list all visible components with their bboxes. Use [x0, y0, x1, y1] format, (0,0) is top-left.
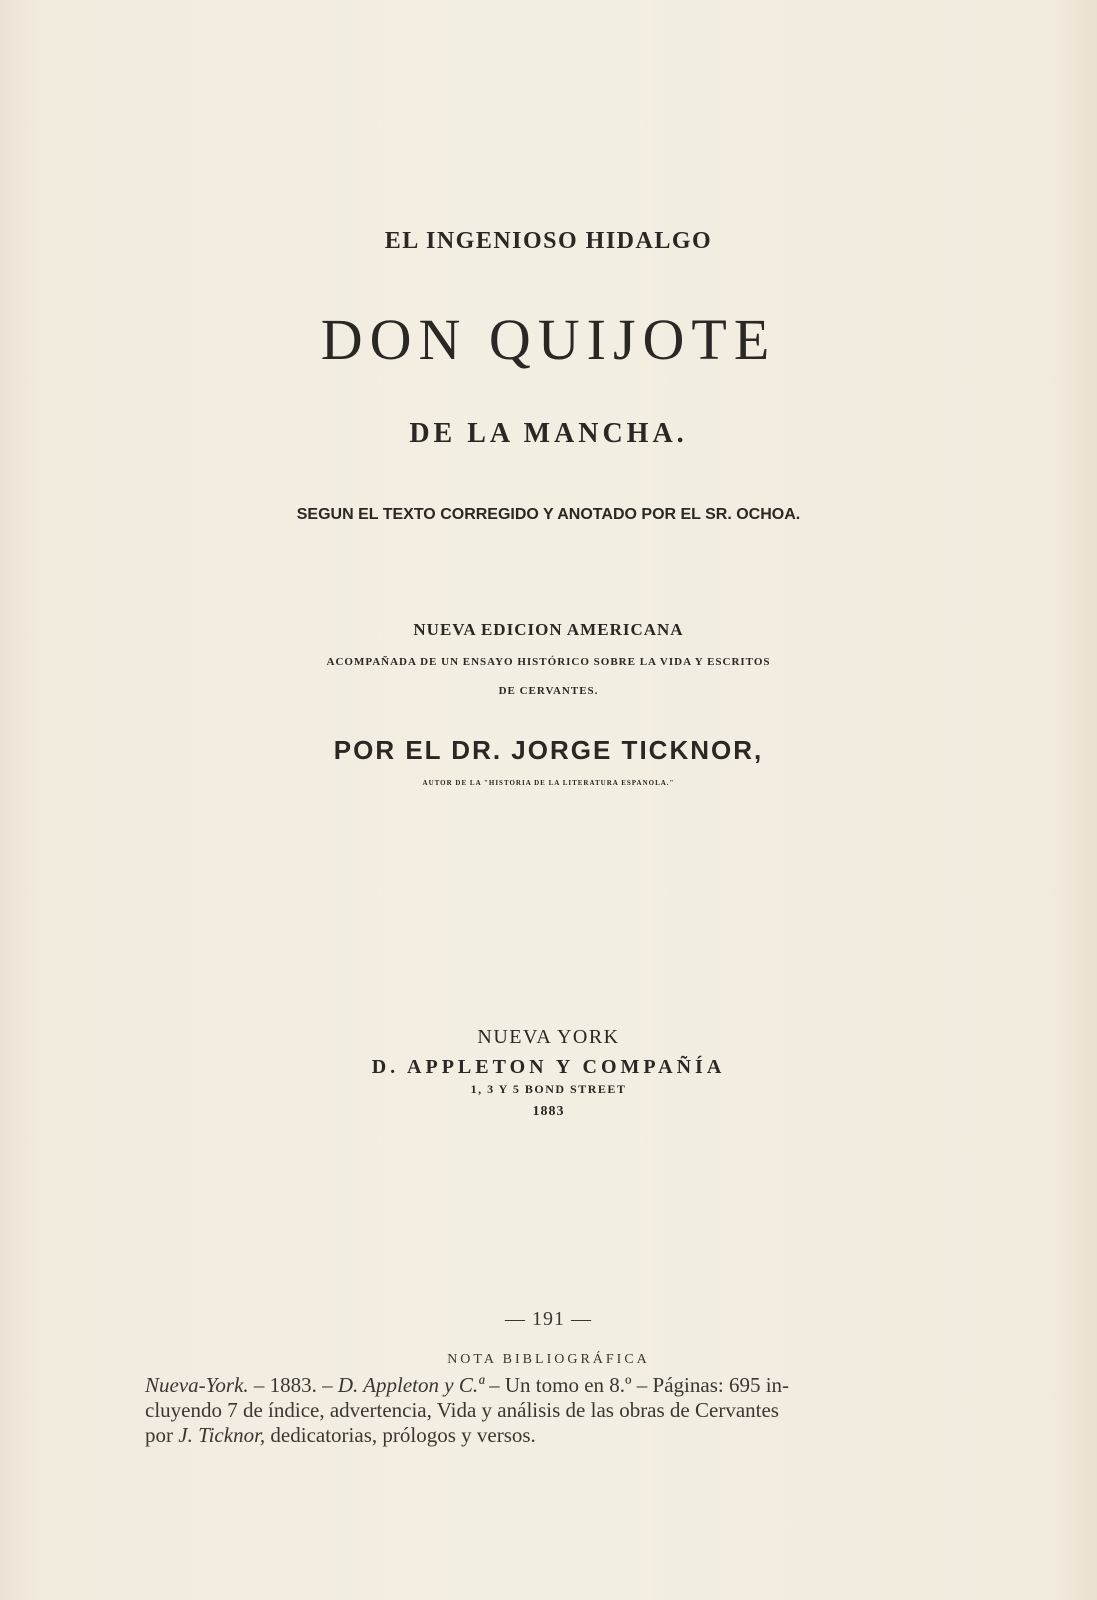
note-description: – Un tomo en 8.º – Páginas: 695 in-: [483, 1373, 790, 1397]
essay-line-2: DE CERVANTES.: [498, 685, 599, 697]
note-line-2: cluyendo 7 de índice, advertencia, Vida y análisis de las obras de Cervantes: [145, 1398, 779, 1422]
author-credential: AUTOR DE LA "HISTORIA DE LA LITERATURA ESPANOLA.": [422, 779, 675, 787]
note-author: J. Ticknor,: [178, 1423, 266, 1447]
book-title: DON QUIJOTE: [320, 307, 777, 372]
edition-label: NUEVA EDICION AMERICANA: [413, 620, 684, 639]
text-edition-note: SEGUN EL TEXTO CORREGIDO Y ANOTADO POR EL SR. OCHOA.: [296, 506, 801, 523]
bibliographic-note: [145, 1373, 893, 1448]
imprint-address: 1, 3 Y 5 BOND STREET: [470, 1082, 627, 1096]
note-por: por: [145, 1423, 179, 1447]
note-line-3: [145, 1423, 893, 1448]
imprint-publisher: D. APPLETON Y COMPAÑÍA: [371, 1056, 726, 1078]
author-line: POR EL DR. JORGE TICKNOR,: [333, 735, 764, 765]
imprint-city: NUEVA YORK: [477, 1026, 620, 1048]
essay-line-1: ACOMPAÑADA DE UN ENSAYO HISTÓRICO SOBRE LA VIDA Y ESCRITOS: [326, 656, 771, 668]
heading-ingenioso-hidalgo: EL INGENIOSO HIDALGO: [384, 228, 713, 254]
note-contents: dedicatorias, prólogos y versos.: [265, 1423, 536, 1447]
note-line-1: [145, 1373, 893, 1398]
imprint-year: 1883: [532, 1104, 565, 1119]
note-year: – 1883. –: [248, 1373, 338, 1397]
note-heading: NOTA BIBLIOGRÁFICA: [447, 1352, 650, 1367]
book-subtitle: DE LA MANCHA.: [409, 418, 688, 449]
page-number: — 191 —: [505, 1308, 592, 1330]
note-city: Nueva-York.: [145, 1373, 249, 1397]
note-publisher: D. Appleton y C.ª: [337, 1373, 484, 1397]
